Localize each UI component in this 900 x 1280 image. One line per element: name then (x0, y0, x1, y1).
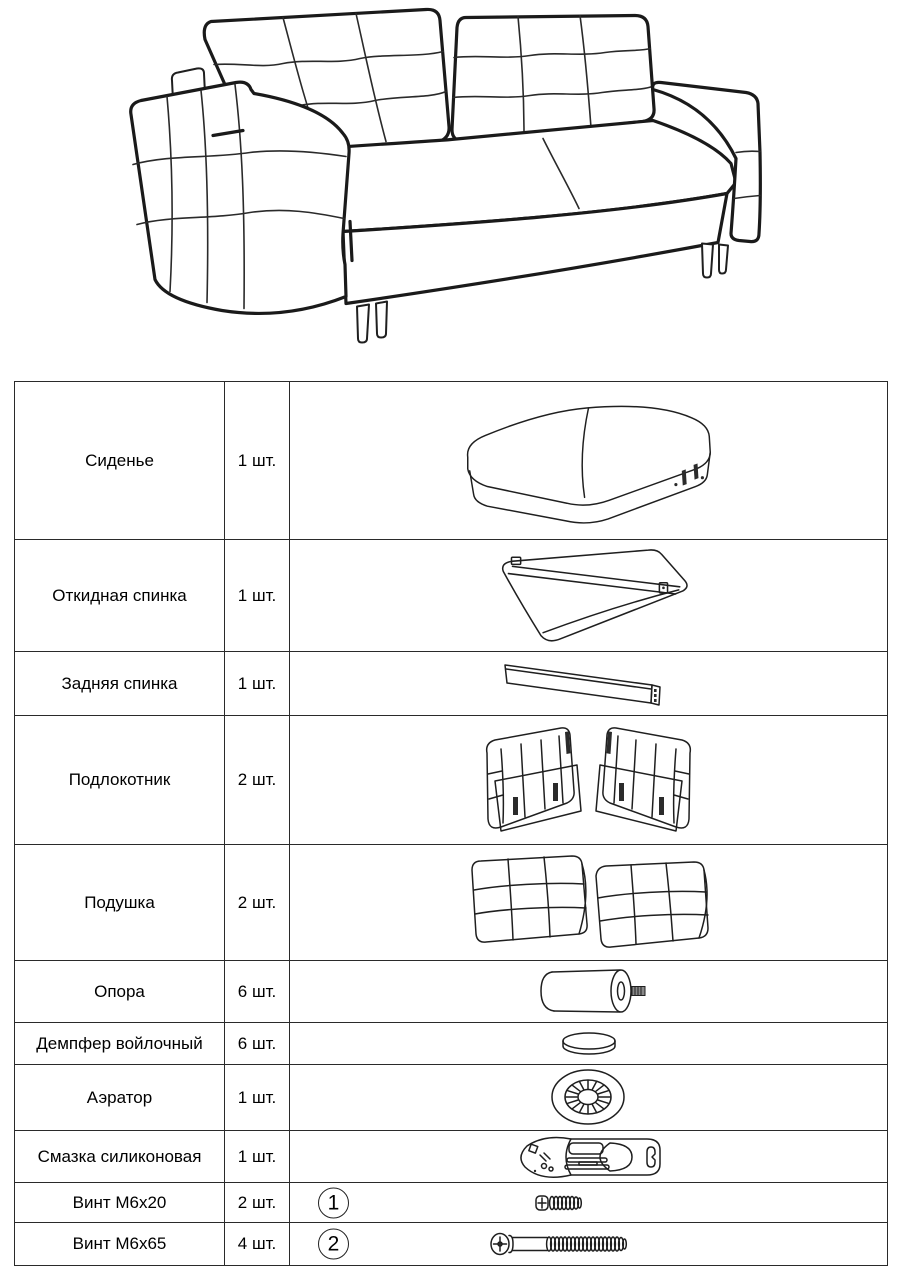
table-row (15, 539, 887, 651)
part-qty: 1 шт. (225, 1131, 290, 1182)
table-row (15, 1182, 887, 1222)
aerator-illustration-icon (550, 1068, 628, 1128)
part-name: Задняя спинка (15, 652, 225, 715)
part-illustration-cell (290, 1131, 887, 1182)
part-illustration-cell (290, 382, 887, 539)
part-qty: 1 шт. (225, 540, 290, 651)
table-row (15, 715, 887, 844)
table-row (15, 1130, 887, 1182)
table-row (15, 382, 887, 539)
part-name: Опора (15, 961, 225, 1022)
part-qty: 4 шт. (225, 1223, 290, 1265)
part-illustration-cell (290, 716, 887, 844)
part-qty: 6 шт. (225, 1023, 290, 1064)
cushion-pair-illustration-icon (456, 852, 721, 954)
part-qty: 2 шт. (225, 716, 290, 844)
parts-table (14, 381, 888, 1266)
part-qty: 1 шт. (225, 1065, 290, 1130)
table-row (15, 1022, 887, 1064)
right-armrest-part (596, 728, 690, 831)
left-armrest-part (487, 728, 581, 831)
part-name: Смазка силиконовая (15, 1131, 225, 1182)
part-illustration-cell (290, 1183, 887, 1222)
table-row (15, 1222, 887, 1265)
part-illustration-cell (290, 845, 887, 960)
rear-backrest-illustration-icon (499, 657, 679, 711)
part-illustration-cell (290, 652, 887, 715)
part-name: Откидная спинка (15, 540, 225, 651)
part-qty: 6 шт. (225, 961, 290, 1022)
table-row (15, 960, 887, 1022)
part-illustration-cell (290, 961, 887, 1022)
silicone-grease-illustration-icon (513, 1133, 665, 1181)
part-qty: 2 шт. (225, 1183, 290, 1222)
part-name: Подлокотник (15, 716, 225, 844)
support-leg-illustration-icon (528, 965, 650, 1019)
item-number-badge: 2 (318, 1229, 349, 1260)
screw-m6x20-illustration-icon (534, 1192, 586, 1214)
part-illustration-cell (290, 1223, 887, 1265)
cushion-one (472, 856, 587, 942)
table-row (15, 844, 887, 960)
part-qty: 1 шт. (225, 652, 290, 715)
part-name: Демпфер войлочный (15, 1023, 225, 1064)
table-row (15, 651, 887, 715)
sofa-line-drawing-icon (110, 2, 800, 358)
felt-damper-illustration-icon (561, 1031, 617, 1057)
armrest-pair-illustration-icon (461, 719, 716, 841)
left-armrest (131, 82, 349, 313)
part-name: Подушка (15, 845, 225, 960)
sofa-illustration (110, 2, 800, 358)
part-qty: 2 шт. (225, 845, 290, 960)
part-name: Винт М6х20 (15, 1183, 225, 1222)
seat-illustration-icon (454, 395, 724, 527)
screw-m6x65-illustration-icon (489, 1231, 631, 1257)
part-illustration-cell (290, 540, 887, 651)
cushion-two (596, 862, 708, 947)
part-name: Аэратор (15, 1065, 225, 1130)
part-qty: 1 шт. (225, 382, 290, 539)
part-name: Винт М6х65 (15, 1223, 225, 1265)
part-name: Сиденье (15, 382, 225, 539)
item-number-badge: 1 (318, 1187, 349, 1218)
table-row (15, 1064, 887, 1130)
folding-backrest-illustration-icon (484, 545, 694, 647)
part-illustration-cell (290, 1065, 887, 1130)
part-illustration-cell (290, 1023, 887, 1064)
